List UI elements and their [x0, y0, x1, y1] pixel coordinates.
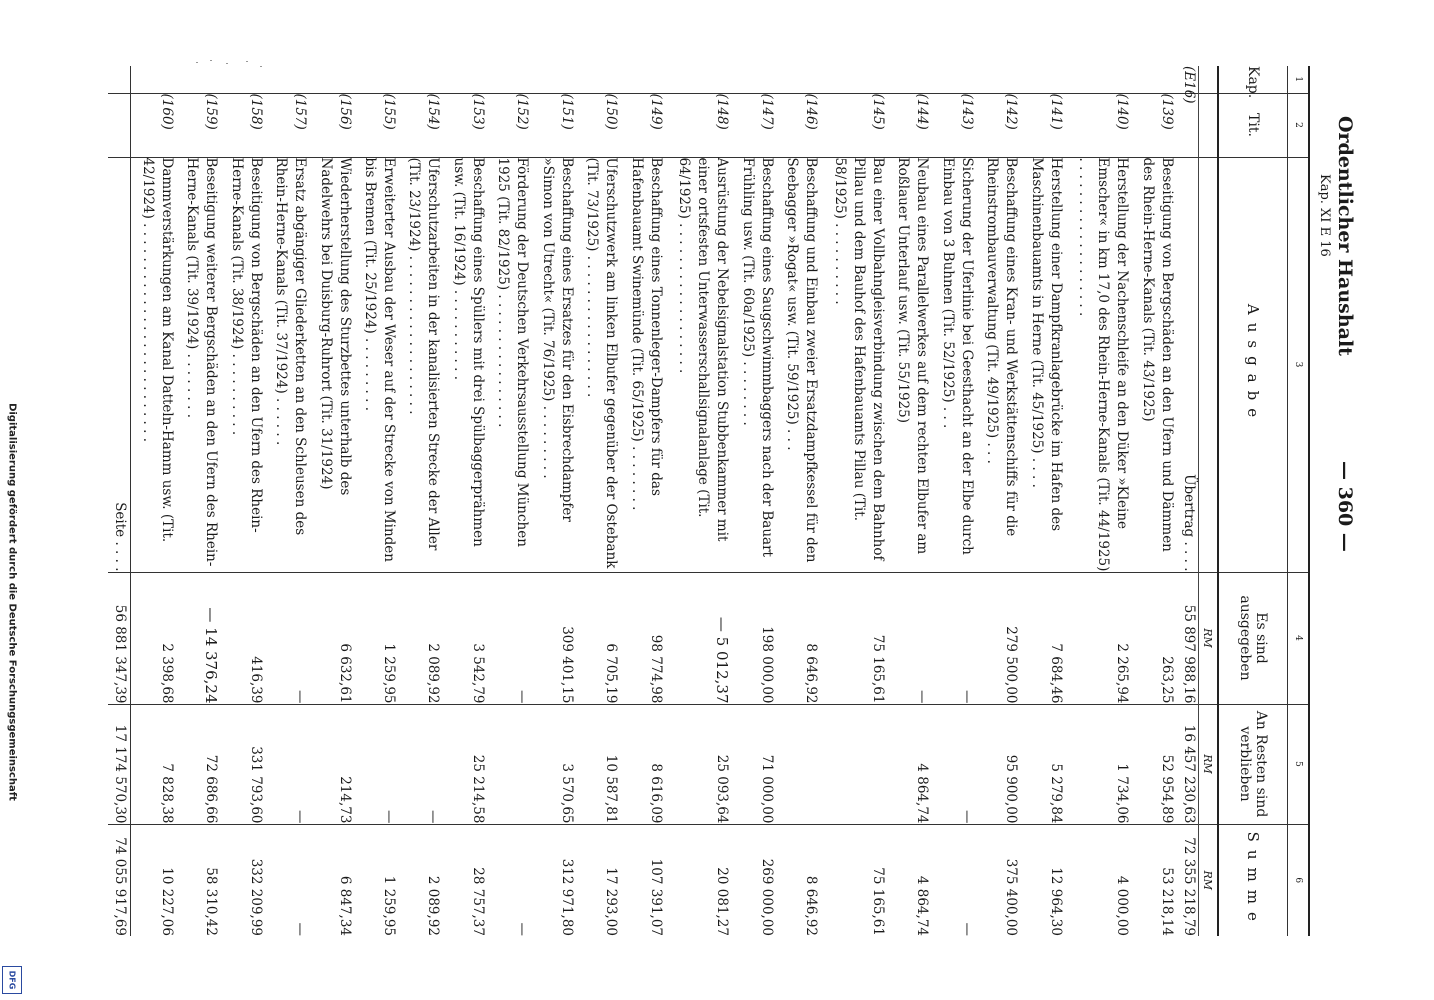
summe-value: 53 218,14 — [1131, 824, 1175, 936]
ausgegeben-value: — 5 012,37 — [665, 572, 732, 704]
tit-cell: (159) — [176, 93, 220, 157]
ausgabe-text: Uferschutzarbeiten in der kanalisierten Strecke der Aller (Tit. 23/1924) . . . . . . . . . . . . . . . . . . . — [398, 157, 442, 572]
kap-cell — [665, 66, 732, 93]
table-row — [398, 66, 442, 936]
column-number: 5 — [1288, 704, 1310, 824]
resten-value: 72 686,66 — [176, 704, 220, 824]
table-row — [1065, 66, 1132, 936]
summe-value: 269 000,00 — [731, 824, 775, 936]
ausgegeben-value: — 14 376,24 — [176, 572, 220, 704]
ausgabe-text: Herstellung der Nachenschleife an den Düker »Kleine Emscher« in km 17,0 des Rhein-Herne-Kanals (Tit. 44/1925) . . . . . . . . . . . . . . . . . . . — [1065, 157, 1132, 572]
kap-cell — [820, 66, 887, 93]
budget-table — [108, 66, 1310, 936]
total-resten: 17 174 570,30 — [108, 704, 131, 824]
ausgabe-text: Beschaffung eines Saugschwimmbaggers nach der Bauart Frühling usw. (Tit. 60a/1925) . . . . . . . . — [731, 157, 775, 572]
kap-cell — [442, 66, 486, 93]
filler-row — [131, 66, 132, 936]
tit-cell: (145) — [820, 93, 887, 157]
kap-cell — [620, 66, 664, 93]
ausgabe-text: Bau einer Vollbahngleisverbindung zwischen dem Bahnhof Pillau und dem Bauhof des Hafenbauamts Pillau (Tit. 58/1925) . . . . . . . . . . — [820, 157, 887, 572]
ausgabe-text: Beschaffung eines Kran- und Werkstättenschiffs für die Rheinstrombauverwaltung (Tit. 49/1925) . . . — [976, 157, 1020, 572]
ausgegeben-value: 98 774,98 — [620, 572, 664, 704]
table-row — [531, 66, 575, 936]
table-row — [820, 66, 887, 936]
unit-row — [1199, 66, 1219, 936]
tit-cell: (141) — [1020, 93, 1064, 157]
tit-cell: (149) — [620, 93, 664, 157]
total-summe: 74 055 917,69 — [108, 824, 131, 936]
kap-cell — [220, 66, 264, 93]
ausgabe-text: Ausrüstung der Nebelsignalstation Stubbenkammer mit einer ortsfesten Unterwasserschallsignalanlage (Tit. 64/1925) . . . . . . . . . . . . . . . . . . — [665, 157, 732, 572]
ausgabe-text: Beseitigung von Bergschäden an den Ufern des Rhein-Herne-Kanals (Tit. 38/1924) . . . . . . . . . . — [220, 157, 264, 572]
ausgegeben-value: 198 000,00 — [731, 572, 775, 704]
uebertrag-row — [1176, 66, 1199, 936]
document-page — [111, 66, 1368, 966]
resten-value: 71 000,00 — [731, 704, 775, 824]
resten-value: 52 954,89 — [1131, 704, 1175, 824]
ausgabe-text: Beschaffung und Einbau zweier Ersatzdampfkessel für den Seebagger »Rogat« usw. (Tit. 59/1925) . . . — [776, 157, 820, 572]
tit-cell: (140) — [1065, 93, 1132, 157]
ausgegeben-value: 1 259,95 — [354, 572, 398, 704]
table-row — [131, 66, 175, 936]
page-subtitle: Kap. XI E 16 — [1317, 174, 1332, 257]
summe-value: 375 400,00 — [976, 824, 1020, 936]
resten-value: 10 587,81 — [576, 704, 620, 824]
ausgabe-text: Förderung der Deutschen Verkehrsausstellung München 1925 (Tit. 82/1925) . . . . . . . . . . . . . . . . — [487, 157, 531, 572]
kap-cell — [354, 66, 398, 93]
kap-cell — [265, 66, 309, 93]
ausgabe-text: Herstellung einer Dampfkranlagebrücke im Hafen des Maschinenbauamts in Herne (Tit. 45/1925) . . . . — [1020, 157, 1064, 572]
table-row — [976, 66, 1020, 936]
kap-cell — [576, 66, 620, 93]
ausgegeben-value: — — [487, 572, 531, 704]
ausgegeben-value: — — [931, 572, 975, 704]
column-header-row — [1218, 66, 1288, 936]
table-row — [309, 66, 353, 936]
tit-cell: (152) — [487, 93, 531, 157]
kap-cell — [487, 66, 531, 93]
ausgegeben-value: 6 705,19 — [576, 572, 620, 704]
table-row — [665, 66, 732, 936]
table-row — [487, 66, 531, 936]
tit-cell: (151) — [531, 93, 575, 157]
tit-cell: (146) — [776, 93, 820, 157]
column-number: 3 — [1288, 157, 1310, 572]
column-number: 6 — [1288, 824, 1310, 936]
ausgegeben-value: 2 398,68 — [131, 572, 175, 704]
summe-value: — — [931, 824, 975, 936]
tit-cell: (139) — [1131, 93, 1175, 157]
tit-cell: (155) — [354, 93, 398, 157]
summe-value: 4 864,74 — [887, 824, 931, 936]
ausgabe-text: Dammverstärkungen am Kanal Datteln-Hamm usw. (Tit. 42/1924) . . . . . . . . . . . . . . . . . . . . . . . . . . — [131, 157, 175, 572]
ausgegeben-value: 416,39 — [220, 572, 264, 704]
kap-cell — [309, 66, 353, 93]
ausgabe-text: Beschaffung eines Tonnenleger-Dampfers für das Hafenbauamt Swinemünde (Tit. 65/1925) . . . . . . . . — [620, 157, 664, 572]
ausgabe-text: Sicherung der Uferlinie bei Geesthacht an der Elbe durch Einbau von 3 Buhnen (Tit. 52/1925) . . . — [931, 157, 975, 572]
resten-value: 214,73 — [309, 704, 353, 824]
kap-cell: (E16) — [1181, 66, 1197, 104]
tit-cell: (147) — [731, 93, 775, 157]
kap-cell — [176, 66, 220, 93]
summe-value: 1 259,95 — [354, 824, 398, 936]
uebertrag-summe: 72 355 218,79 — [1176, 824, 1199, 936]
resten-value: — — [354, 704, 398, 824]
kap-cell — [1065, 66, 1132, 93]
kap-cell — [1131, 66, 1175, 93]
ausgabe-text: Beseitigung von Bergschäden an den Ufern und Dämmen des Rhein-Herne-Kanals (Tit. 43/1925) — [1131, 157, 1175, 572]
unit-label: RM — [1199, 704, 1219, 824]
table-row — [265, 66, 309, 936]
resten-value: 1 734,06 — [1065, 704, 1132, 824]
page-total-label: Seite . . . . — [108, 157, 131, 572]
kap-cell — [131, 66, 175, 93]
total-spacer — [108, 93, 131, 157]
summe-value: 17 293,00 — [576, 824, 620, 936]
ausgegeben-value: 263,25 — [1131, 572, 1175, 704]
dfg-logo-text: DFG — [7, 970, 17, 990]
table-row — [1020, 66, 1064, 936]
summe-value: 332 209,99 — [220, 824, 264, 936]
resten-value: 7 828,38 — [131, 704, 175, 824]
tit-cell: (158) — [220, 93, 264, 157]
resten-value — [487, 704, 531, 824]
ausgegeben-value: 6 632,61 — [309, 572, 353, 704]
summe-value: 2 089,92 — [398, 824, 442, 936]
scan-credit-strip — [0, 0, 24, 1000]
ausgabe-text: Beseitigung weiterer Bergschäden an den Ufern des Rhein-Herne-Kanals (Tit. 39/1924) . . . . . . . . — [176, 157, 220, 572]
kap-cell — [398, 66, 442, 93]
scan-credit-text: Digitalisierung gefördert durch die Deutsche Forschungsgemeinschaft — [6, 403, 18, 801]
column-number: 4 — [1288, 572, 1310, 704]
kap-cell — [731, 66, 775, 93]
column-number-row — [1288, 66, 1310, 936]
page-total-row — [108, 66, 131, 936]
ausgegeben-value: 8 646,92 — [776, 572, 820, 704]
tit-cell: (156) — [309, 93, 353, 157]
ausgegeben-value: — — [887, 572, 931, 704]
ausgabe-text: Erweiterter Ausbau der Weser auf der Strecke von Minden bis Bremen (Tit. 25/1924) . . . . . . . . . — [354, 157, 398, 572]
page-number: — 360 — — [1334, 461, 1356, 552]
summe-value: 8 646,92 — [776, 824, 820, 936]
summe-value: — — [265, 824, 309, 936]
table-row — [931, 66, 975, 936]
summe-value: 75 165,61 — [820, 824, 887, 936]
tit-cell: (154) — [398, 93, 442, 157]
ausgabe-text: Neubau eines Parallelwerkes auf dem rechten Elbufer am Roßlauer Unterlauf usw. (Tit. 55/1925) — [887, 157, 931, 572]
summe-value: 28 757,37 — [442, 824, 486, 936]
ausgabe-text: Ersatz abgängiger Gliederketten an den Schleusen des Rhein-Herne-Kanals (Tit. 37/1924) . . . . . . — [265, 157, 309, 572]
ausgegeben-value: 279 500,00 — [976, 572, 1020, 704]
resten-value: 25 214,58 — [442, 704, 486, 824]
ausgabe-text: Wiederherstellung des Sturzbettes unterhalb des Nadelwehrs bei Duisburg-Ruhrort (Tit. 31/1924) — [309, 157, 353, 572]
ausgegeben-value: 3 542,79 — [442, 572, 486, 704]
table-row — [731, 66, 775, 936]
resten-value: 5 279,84 — [1020, 704, 1064, 824]
resten-value: — — [265, 704, 309, 824]
summe-value: 6 847,34 — [309, 824, 353, 936]
ausgegeben-header: Es sind ausgegeben — [1218, 572, 1288, 704]
ausgabe-text: Uferschutzwerk am linken Elbufer gegenüber der Ostebank (Tit. 73/1925) . . . . . . . . . . . . . . . . . — [576, 157, 620, 572]
ausgegeben-value: — — [265, 572, 309, 704]
tit-cell: (143) — [931, 93, 975, 157]
resten-value: 8 616,09 — [620, 704, 664, 824]
tit-cell: (148) — [665, 93, 732, 157]
summe-value: 12 964,30 — [1020, 824, 1064, 936]
ausgegeben-value: 2 089,92 — [398, 572, 442, 704]
column-number: 1 — [1288, 66, 1310, 93]
ausgegeben-value: 309 401,15 — [531, 572, 575, 704]
summe-value: 20 081,27 — [665, 824, 732, 936]
kap-cell — [776, 66, 820, 93]
resten-value — [820, 704, 887, 824]
table-row — [442, 66, 486, 936]
ausgegeben-value: 2 265,94 — [1065, 572, 1132, 704]
resten-value — [776, 704, 820, 824]
table-row — [576, 66, 620, 936]
unit-label: RM — [1199, 824, 1219, 936]
table-row — [776, 66, 820, 936]
summe-value: 4 000,00 — [1065, 824, 1132, 936]
uebertrag-label: Übertrag . . . . — [1176, 157, 1199, 572]
ausgabe-text: Beschaffung eines Spüllers mit drei Spülbaggerprähmen usw. (Tit. 16/1924) . . . . . . . . . . . — [442, 157, 486, 572]
total-spacer — [108, 66, 131, 93]
ausgegeben-value: 7 684,46 — [1020, 572, 1064, 704]
summe-value: 58 310,42 — [176, 824, 220, 936]
summe-value: 107 391,07 — [620, 824, 664, 936]
uebertrag-resten: 16 457 230,63 — [1176, 704, 1199, 824]
summe-value: — — [487, 824, 531, 936]
resten-value: — — [398, 704, 442, 824]
tit-cell: (150) — [576, 93, 620, 157]
kap-header: Kap. — [1218, 66, 1288, 93]
uebertrag-ausgegeben: 55 897 988,16 — [1176, 572, 1199, 704]
resten-header: An Resten sind verblieben — [1218, 704, 1288, 824]
summe-value: 10 227,06 — [131, 824, 175, 936]
kap-cell — [887, 66, 931, 93]
ausgabe-text: Beschaffung eines Ersatzes für den Eisbrechdampfer »Simon von Utrecht« (Tit. 76/1925) . . . . . . . . . — [531, 157, 575, 572]
table-row — [220, 66, 264, 936]
column-number: 2 — [1288, 93, 1310, 157]
table-row — [620, 66, 664, 936]
resten-value: 95 900,00 — [976, 704, 1020, 824]
table-row — [887, 66, 931, 936]
dfg-logo-icon — [2, 966, 22, 994]
ausgegeben-value: 75 165,61 — [820, 572, 887, 704]
table-row — [354, 66, 398, 936]
page-header — [1316, 66, 1368, 966]
resten-value: 25 093,64 — [665, 704, 732, 824]
unit-label: RM — [1199, 572, 1219, 704]
resten-value: 3 570,65 — [531, 704, 575, 824]
total-ausgegeben: 56 881 347,39 — [108, 572, 131, 704]
page-title: Ordentlicher Haushalt — [1334, 116, 1356, 356]
tit-cell: (144) — [887, 93, 931, 157]
kap-cell — [931, 66, 975, 93]
resten-value: 4 864,74 — [887, 704, 931, 824]
table-row — [1131, 66, 1175, 936]
kap-cell — [976, 66, 1020, 93]
tit-cell: (153) — [442, 93, 486, 157]
resten-value: 331 793,60 — [220, 704, 264, 824]
tit-cell: (160) — [131, 93, 175, 157]
tit-cell: (142) — [976, 93, 1020, 157]
tit-header: Tit. — [1218, 93, 1288, 157]
summe-value: 312 971,80 — [531, 824, 575, 936]
kap-cell — [1020, 66, 1064, 93]
resten-value: — — [931, 704, 975, 824]
kap-cell — [531, 66, 575, 93]
summe-header: Summe — [1218, 824, 1288, 936]
table-row — [176, 66, 220, 936]
tit-cell: (157) — [265, 93, 309, 157]
ausgabe-header: Ausgabe — [1218, 157, 1288, 572]
